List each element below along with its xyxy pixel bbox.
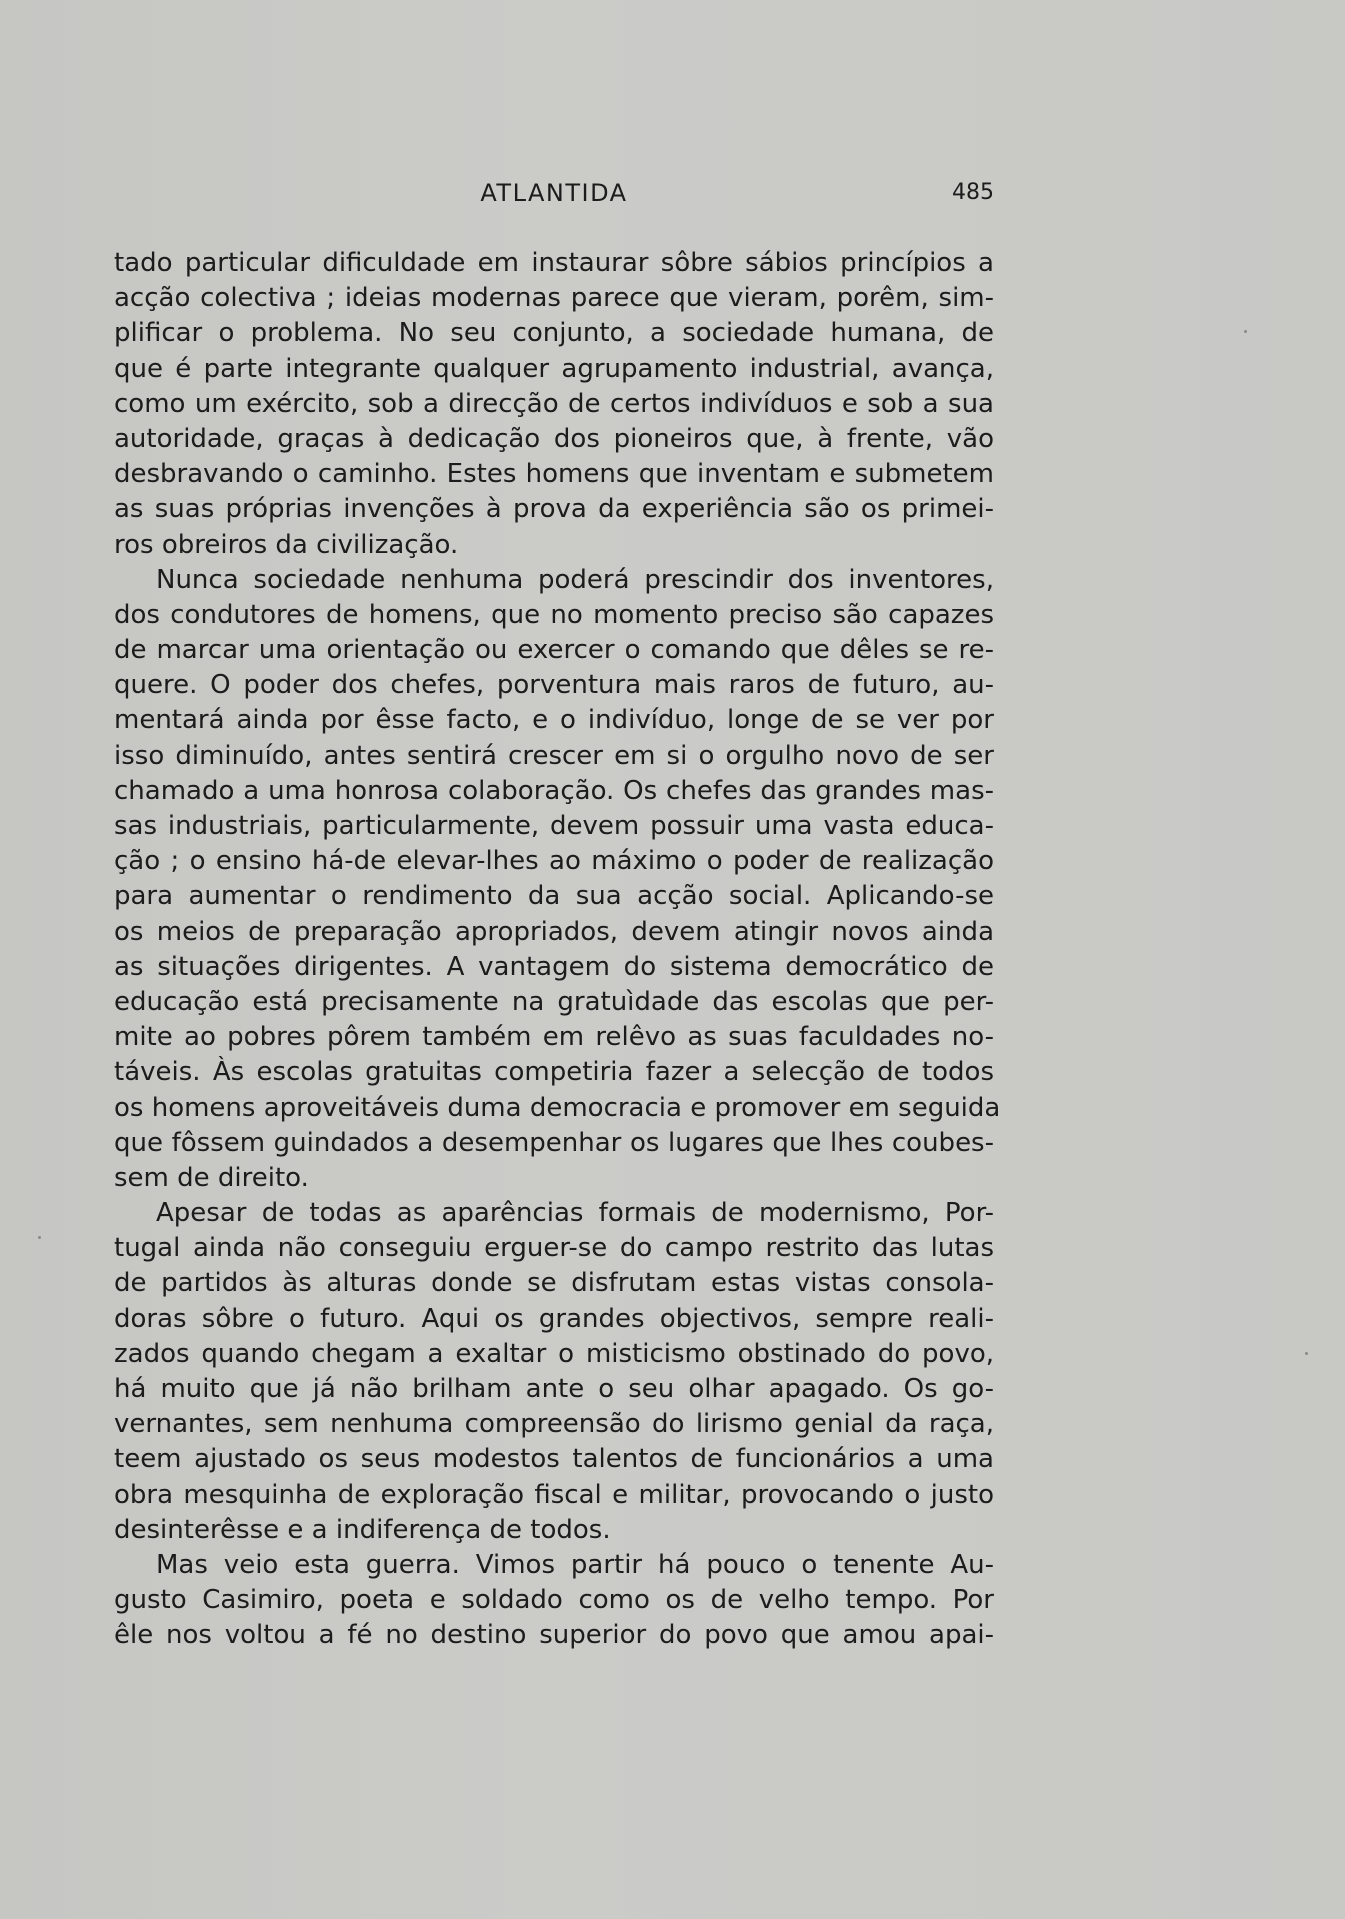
text-line: quere. O poder dos chefes, porventura mais raros de futuro, au- <box>114 670 994 701</box>
text-line: plificar o problema. No seu conjunto, a sociedade humana, de <box>114 318 994 349</box>
text-line: tugal ainda não conseguiu erguer-se do campo restrito das lutas <box>114 1233 994 1264</box>
text-line: desbravando o caminho. Estes homens que inventam e submetem <box>114 459 994 490</box>
text-line: as suas próprias invenções à prova da experiência são os primei- <box>114 494 994 525</box>
text-line: dos condutores de homens, que no momento preciso são capazes <box>114 599 994 630</box>
text-line: de partidos às alturas donde se disfrutam estas vistas consola- <box>114 1268 994 1299</box>
text-line: zados quando chegam a exaltar o misticismo obstinado do povo, <box>114 1338 994 1369</box>
text-line: os meios de preparação apropriados, devem atingir novos ainda <box>114 916 994 947</box>
text-line: gusto Casimiro, poeta e soldado como os de velho tempo. Por <box>114 1585 994 1616</box>
text-line: êle nos voltou a fé no destino superior do povo que amou apai- <box>114 1620 994 1651</box>
text-line: de marcar uma orientação ou exercer o comando que dêles se re- <box>114 635 994 666</box>
text-line: ros obreiros da civilização. <box>114 529 459 560</box>
text-line: há muito que já não brilham ante o seu olhar apagado. Os go- <box>114 1374 994 1404</box>
running-header <box>114 178 994 208</box>
text-line: acção colectiva ; ideias modernas parece que vieram, porêm, sim- <box>114 283 994 314</box>
paragraph-start-line: Mas veio esta guerra. Vimos partir há pouco o tenente Au- <box>156 1549 994 1580</box>
paper-speck <box>1305 1352 1308 1355</box>
text-line: ção ; o ensino há-de elevar-lhes ao máximo o poder de realização <box>114 846 994 877</box>
text-line: chamado a uma honrosa colaboração. Os chefes das grandes mas- <box>114 775 994 806</box>
page-number: 485 <box>952 180 994 205</box>
text-line: desinterêsse e a indiferença de todos. <box>114 1514 611 1545</box>
text-line: educação está precisamente na gratuìdade das escolas que per- <box>114 986 994 1017</box>
text-line: mentará ainda por êsse facto, e o indivíduo, longe de se ver por <box>114 705 994 736</box>
text-line: que fôssem guindados a desempenhar os lugares que lhes coubes- <box>114 1127 994 1158</box>
text-line: autoridade, graças à dedicação dos pioneiros que, à frente, vão <box>114 423 994 454</box>
text-line: para aumentar o rendimento da sua acção social. Aplicando-se <box>114 881 994 912</box>
text-line: obra mesquinha de exploração fiscal e militar, provocando o justo <box>114 1479 994 1510</box>
text-line: tado particular dificuldade em instaurar sôbre sábios princípios a <box>114 248 994 278</box>
text-line: sas industriais, particularmente, devem possuir uma vasta educa- <box>114 811 994 841</box>
text-line: como um exército, sob a direcção de certos indivíduos e sob a sua <box>114 388 994 419</box>
text-line: doras sôbre o futuro. Aqui os grandes objectivos, sempre reali- <box>114 1303 994 1334</box>
body-text <box>114 246 1001 1654</box>
paper-speck <box>38 1236 41 1239</box>
text-line: táveis. Às escolas gratuitas competiria fazer a selecção de todos <box>114 1057 994 1088</box>
text-line: vernantes, sem nenhuma compreensão do lirismo genial da raça, <box>114 1409 994 1440</box>
paragraph-start-line: Apesar de todas as aparências formais de modernismo, Por- <box>156 1198 994 1229</box>
text-line: isso diminuído, antes sentirá crescer em si o orgulho novo de ser <box>114 740 994 771</box>
text-line: as situações dirigentes. A vantagem do sistema democrático de <box>114 951 994 982</box>
paper-speck <box>1244 330 1247 333</box>
text-line: teem ajustado os seus modestos talentos de funcionários a uma <box>114 1444 994 1475</box>
text-line: mite ao pobres pôrem também em relêvo as suas faculdades no- <box>114 1022 994 1053</box>
running-title: ATLANTIDA <box>480 179 628 207</box>
paragraph-start-line: Nunca sociedade nenhuma poderá prescindir dos inventores, <box>156 564 994 595</box>
text-line: sem de direito. <box>114 1162 309 1193</box>
text-line: os homens aproveitáveis duma democracia e promover em seguida <box>114 1092 1001 1123</box>
text-line: que é parte integrante qualquer agrupamento industrial, avança, <box>114 353 994 384</box>
